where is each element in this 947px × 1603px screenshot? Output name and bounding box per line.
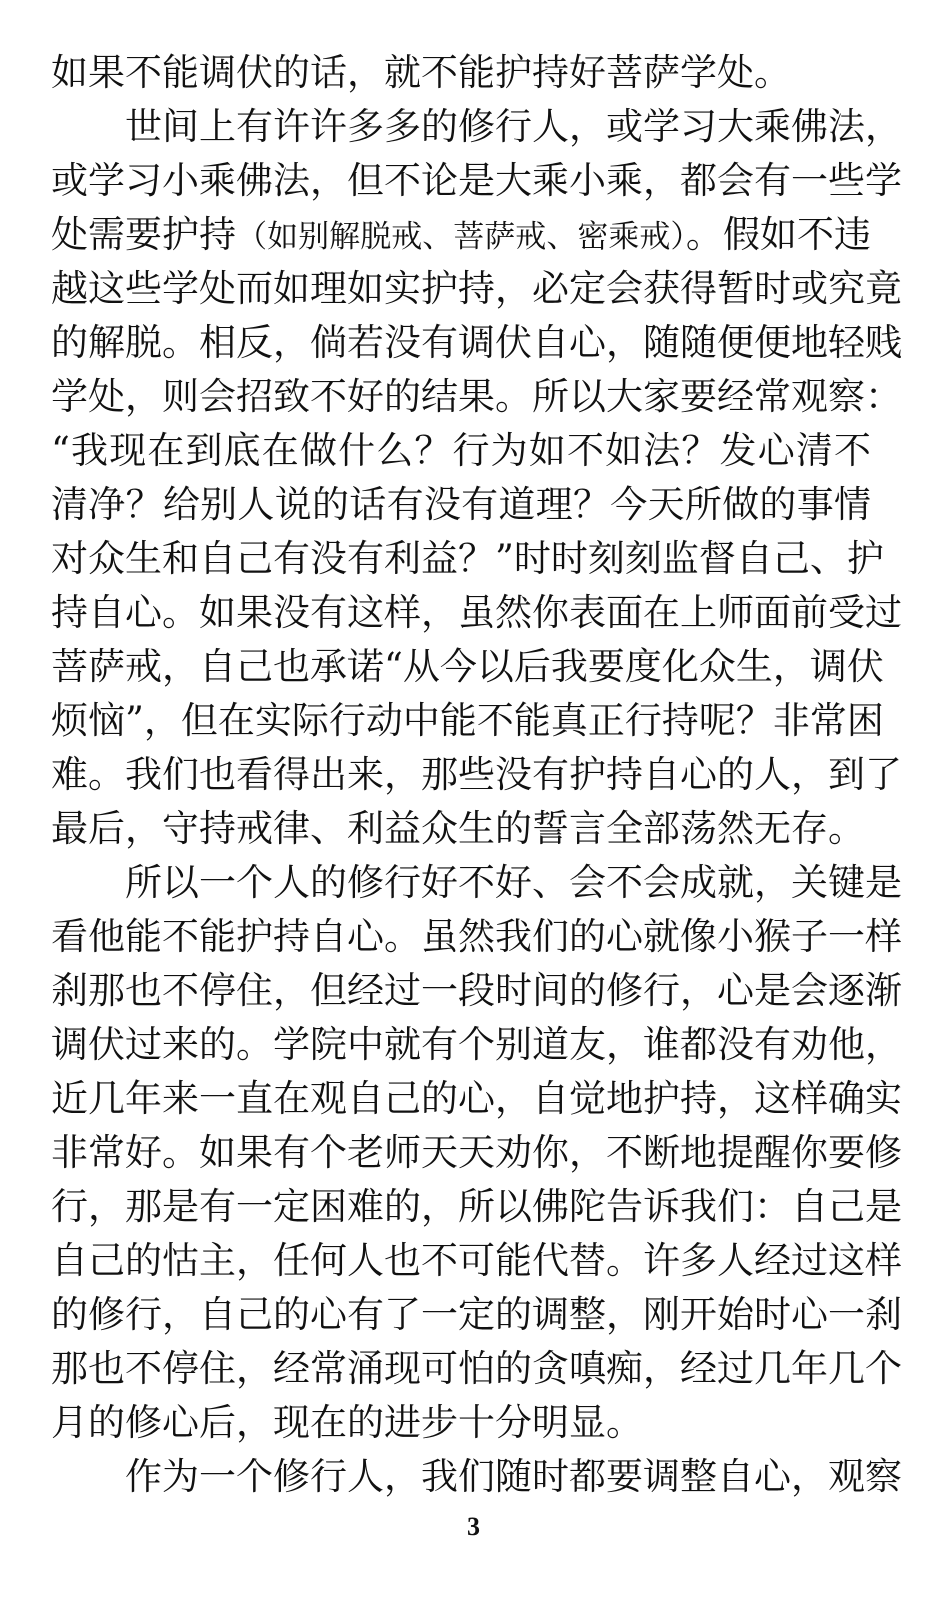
text-line-11: 持自心。如果没有这样，虽然你表面在上师面前受过 [51,591,902,634]
text-line-4-parenthetical: （如别解脱戒、菩萨戒、密乘戒） [236,219,686,255]
text-line-25: 那也不停住，经常涌现可怕的贪嗔痴，经过几年几个 [51,1347,902,1390]
text-line-8: “我现在到底在做什么？行为如不如法？发心清不 [51,429,871,472]
text-line-15: 最后，守持戒律、利益众生的誓言全部荡然无存。 [51,807,865,850]
text-line-16: 所以一个人的修行好不好、会不会成就，关键是 [125,861,902,904]
text-line-3: 或学习小乘佛法，但不论是大乘小乘，都会有一些学 [51,159,902,202]
page-number: 3 [467,1512,480,1541]
text-line-23: 自己的怙主，任何人也不可能代替。许多人经过这样 [51,1239,902,1282]
text-line-5: 越这些学处而如理如实护持，必定会获得暂时或究竟 [51,267,902,310]
text-line-9: 清净？给别人说的话有没有道理？今天所做的事情 [51,483,871,526]
text-line-20: 近几年来一直在观自己的心，自觉地护持，这样确实 [51,1077,902,1120]
text-line-1: 如果不能调伏的话，就不能护持好菩萨学处。 [51,51,791,94]
text-line-6: 的解脱。相反，倘若没有调伏自心，随随便便地轻贱 [51,321,902,364]
text-line-21: 非常好。如果有个老师天天劝你，不断地提醒你要修 [51,1131,902,1174]
text-line-10: 对众生和自己有没有利益？”时时刻刻监督自己、护 [51,537,884,580]
page-body [51,46,902,1504]
text-line-22: 行，那是有一定困难的，所以佛陀告诉我们：自己是 [51,1185,902,1228]
text-line-2: 世间上有许许多多的修行人，或学习大乘佛法， [125,105,902,148]
text-line-4-start: 处需要护持 [51,213,237,256]
text-line-17: 看他能不能护持自心。虽然我们的心就像小猴子一样 [51,915,902,958]
text-line-4 [51,208,871,262]
text-line-24: 的修行，自己的心有了一定的调整，刚开始时心一刹 [51,1293,902,1336]
text-line-27: 作为一个修行人，我们随时都要调整自心，观察 [125,1455,902,1498]
text-line-12: 菩萨戒，自己也承诺“从今以后我要度化众生，调伏 [51,645,884,688]
text-line-4-end: 。假如不违 [685,213,872,256]
text-line-26: 月的修心后，现在的进步十分明显。 [51,1401,643,1444]
text-line-14: 难。我们也看得出来，那些没有护持自心的人，到了 [51,753,902,796]
text-line-19: 调伏过来的。学院中就有个别道友，谁都没有劝他， [51,1023,902,1066]
text-line-18: 刹那也不停住，但经过一段时间的修行，心是会逐渐 [51,969,902,1012]
text-line-7: 学处，则会招致不好的结果。所以大家要经常观察： [51,375,902,418]
text-line-13: 烦恼”，但在实际行动中能不能真正行持呢？非常困 [51,699,884,742]
